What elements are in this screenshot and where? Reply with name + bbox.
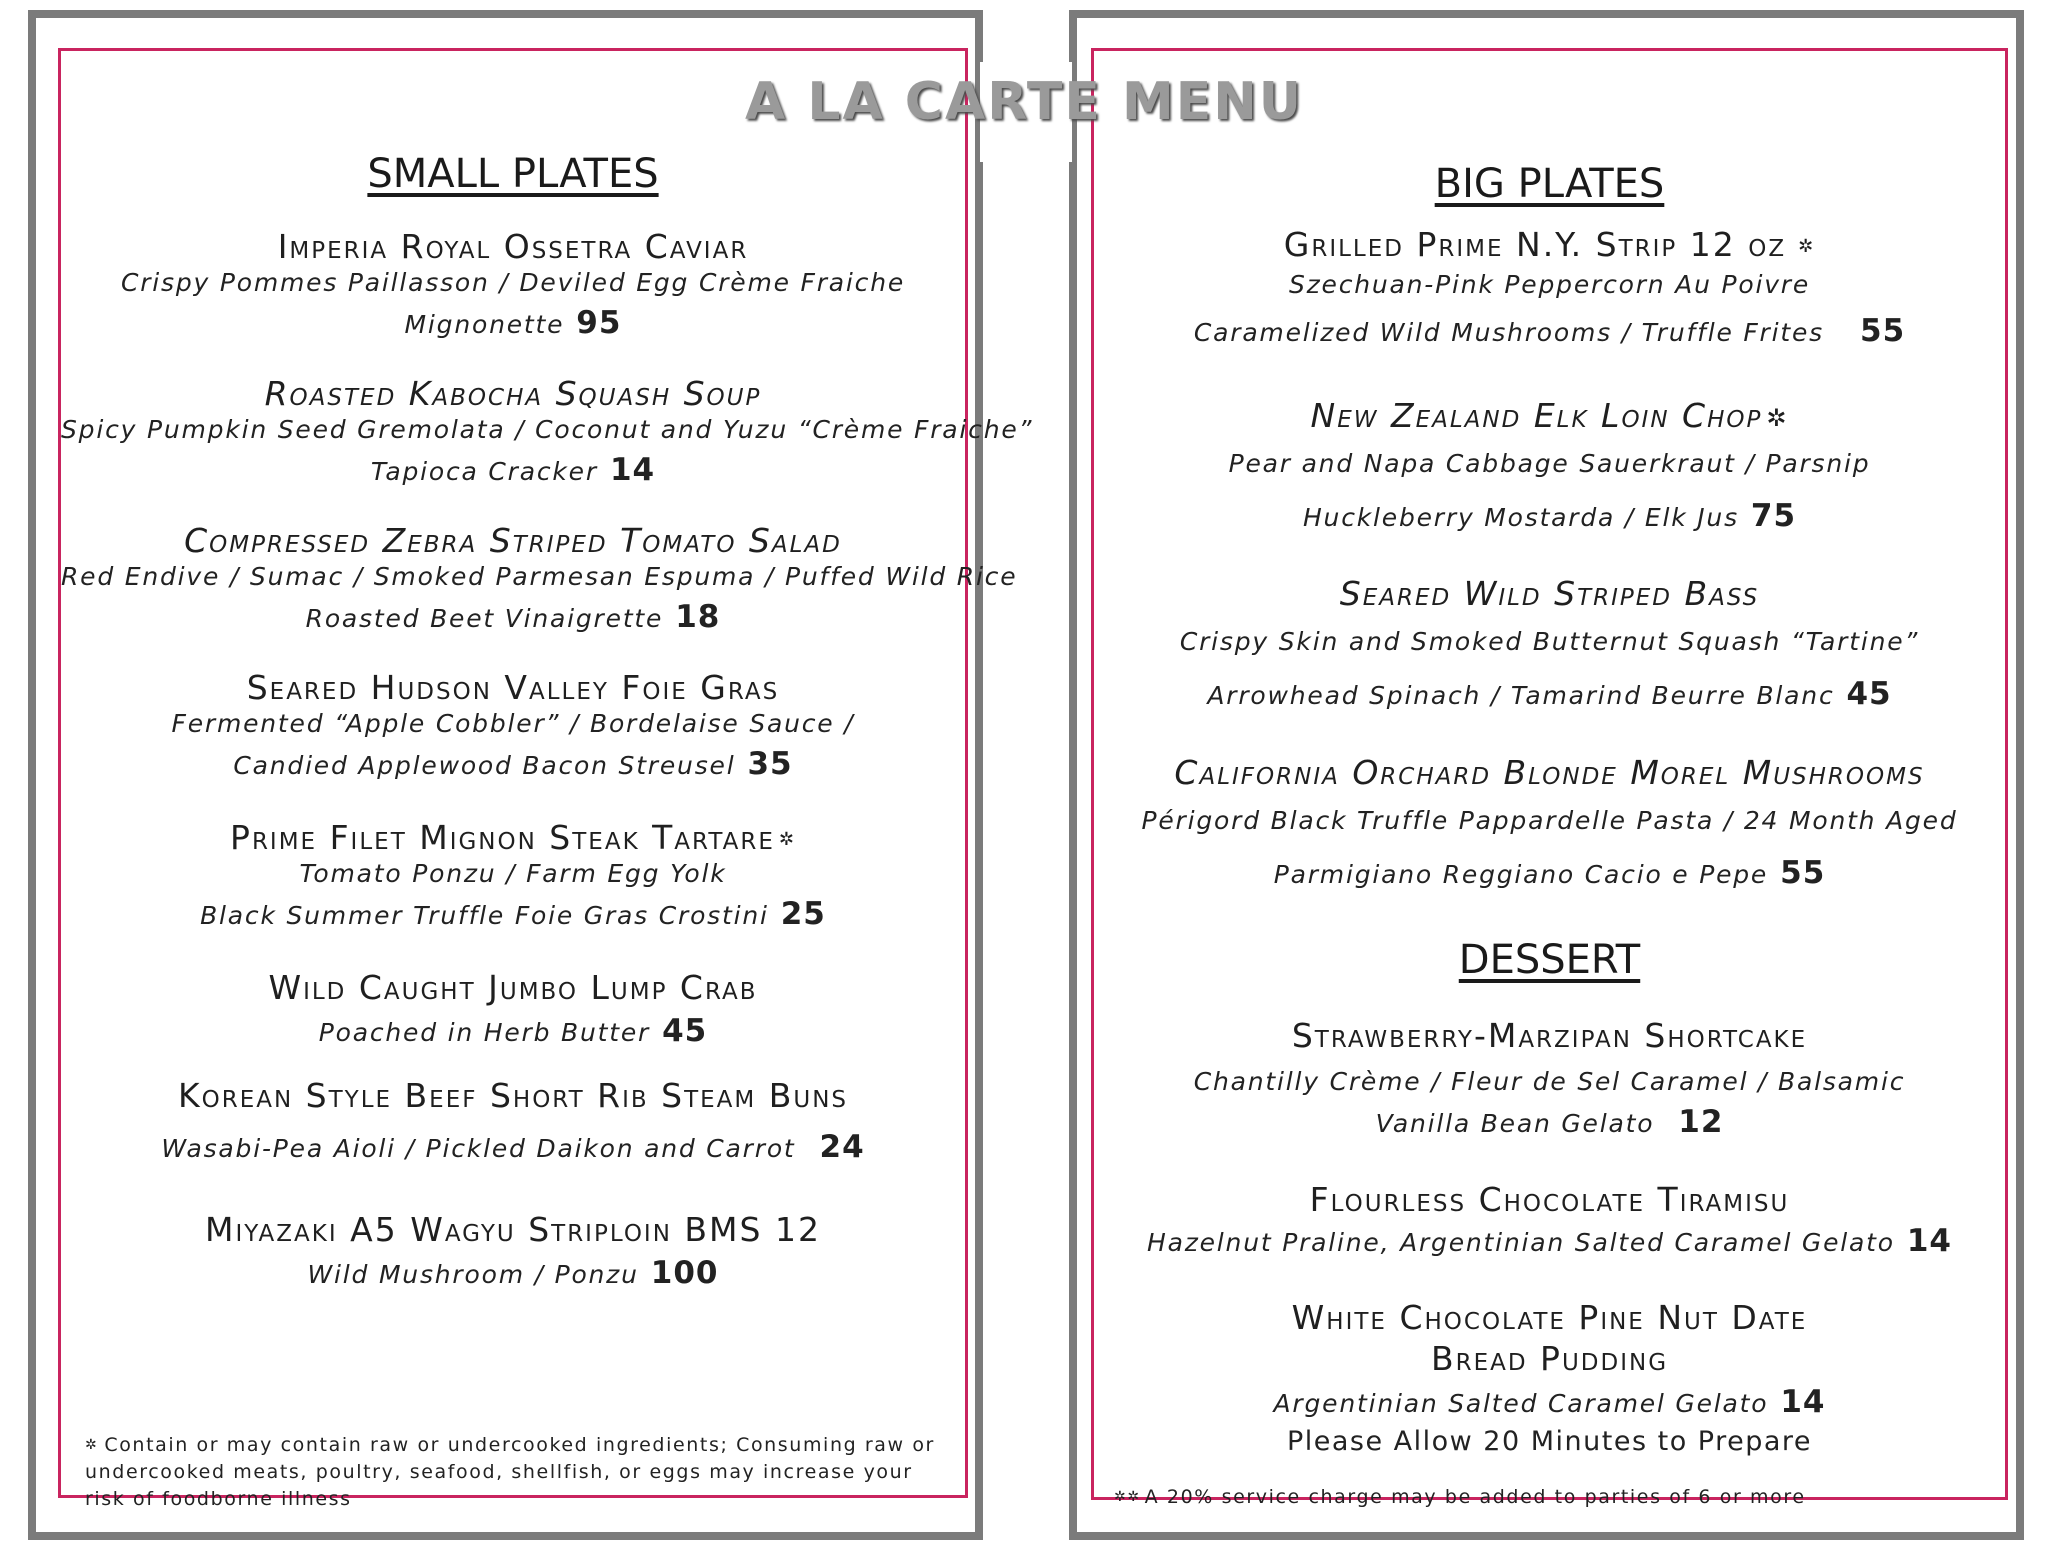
menu-title: A LA CARTE MENU [744, 72, 1304, 132]
raw-warning-icon: ✲ [85, 1437, 99, 1453]
raw-warning-icon: ✲ [1798, 236, 1816, 257]
menu-item-striped-bass [1094, 574, 2005, 712]
item-price: 45 [662, 1013, 708, 1049]
item-description: Tomato Ponzu / Farm Egg Yolk [299, 859, 727, 888]
item-price: 35 [747, 746, 793, 782]
menu-item-tiramisu [1094, 1180, 2005, 1259]
right-inner-border [1091, 48, 2008, 1508]
item-name: Imperia Royal Ossetra Caviar [277, 227, 749, 266]
item-description: Hazelnut Praline, Argentinian Salted Caramel Gelato [1146, 1228, 1895, 1257]
item-description: Mignonette [404, 310, 565, 339]
raw-warning-icon: ✲ [778, 829, 796, 850]
footnote-text: A 20% service charge may be added to parties of 6 or more [1144, 1486, 1806, 1508]
item-name: Grilled Prime N.Y. Strip 12 oz [1283, 225, 1787, 264]
small-plates-heading: SMALL PLATES [367, 151, 659, 197]
item-description: Red Endive / Sumac / Smoked Parmesan Espuma / Puffed Wild Rice [61, 562, 1018, 591]
item-description: Fermented “Apple Cobbler” / Bordelaise Sauce / [171, 709, 855, 738]
item-description: Caramelized Wild Mushrooms / Truffle Frites [1193, 318, 1824, 347]
menu-item-shortcake [1094, 1016, 2005, 1140]
item-description: Wasabi-Pea Aioli / Pickled Daikon and Carrot [161, 1134, 796, 1163]
item-description: Pear and Napa Cabbage Sauerkraut / Parsnip [1228, 449, 1871, 478]
item-name: Compressed Zebra Striped Tomato Salad [184, 521, 842, 560]
dessert-heading: DESSERT [1458, 937, 1641, 983]
item-name: Strawberry-Marzipan Shortcake [1291, 1016, 1808, 1055]
item-name: White Chocolate Pine Nut Date [1291, 1298, 1808, 1337]
item-name: Korean Style Beef Short Rib Steam Buns [177, 1076, 849, 1115]
item-description: Szechuan-Pink Peppercorn Au Poivre [1288, 270, 1811, 299]
footnote-text: Contain or may contain raw or undercooked ingredients; Consuming raw or undercooked meats, poultry, seafood, shellfish, or eggs may increase your risk of foodborne illness [85, 1434, 935, 1510]
service-charge-footnote [1114, 1484, 1974, 1511]
item-price: 24 [819, 1129, 865, 1165]
item-price: 45 [1846, 676, 1892, 712]
item-name-line-2: Bread Pudding [1430, 1339, 1669, 1378]
item-name: Flourless Chocolate Tiramisu [1309, 1180, 1790, 1219]
menu-item-bread-pudding [1094, 1298, 2005, 1457]
menu-item-steak-tartare [61, 818, 965, 932]
item-price: 14 [1906, 1223, 1952, 1259]
item-price: 100 [650, 1255, 719, 1291]
item-price: 25 [780, 896, 826, 932]
item-name: Miyazaki A5 Wagyu Striploin BMS 12 [205, 1210, 821, 1249]
item-description: Tapioca Cracker [370, 457, 598, 486]
item-name: Prime Filet Mignon Steak Tartare [230, 818, 775, 857]
menu-item-foie-gras [61, 668, 965, 782]
item-price: 55 [1780, 855, 1826, 891]
item-name: Roasted Kabocha Squash Soup [264, 374, 762, 413]
item-price: 55 [1860, 313, 1906, 349]
menu-item-crab [61, 968, 965, 1049]
item-description: Argentinian Salted Caramel Gelato [1273, 1389, 1769, 1418]
item-description: Périgord Black Truffle Pappardelle Pasta / 24 Month Aged [1141, 806, 1958, 835]
star-icon: ✲ [1766, 403, 1789, 432]
item-description: Huckleberry Mostarda / Elk Jus [1302, 503, 1739, 532]
item-description: Parmigiano Reggiano Cacio e Pepe [1273, 860, 1769, 889]
item-price: 12 [1678, 1104, 1724, 1140]
menu-item-wagyu [61, 1210, 965, 1291]
menu-item-morel-mushrooms [1094, 753, 2005, 891]
item-description: Candied Applewood Bacon Streusel [233, 751, 736, 780]
item-description: Chantilly Crème / Fleur de Sel Caramel / Balsamic [1193, 1067, 1906, 1096]
item-description: Vanilla Bean Gelato [1375, 1109, 1655, 1138]
item-price: 75 [1750, 498, 1797, 534]
item-description: Wild Mushroom / Ponzu [307, 1260, 639, 1289]
item-name: Seared Wild Striped Bass [1339, 574, 1760, 613]
item-name: California Orchard Blonde Morel Mushrooms [1174, 753, 1925, 792]
menu-item-elk-chop [1094, 396, 2005, 534]
item-price: 14 [609, 452, 656, 488]
item-price: 95 [576, 305, 622, 341]
item-name: Wild Caught Jumbo Lump Crab [268, 968, 758, 1007]
item-description: Roasted Beet Vinaigrette [305, 604, 664, 633]
item-description: Crispy Pommes Paillasson / Deviled Egg Crème Fraiche [120, 268, 906, 297]
preparation-note: Please Allow 20 Minutes to Prepare [1286, 1426, 1813, 1457]
item-price: 18 [675, 599, 721, 635]
item-description: Black Summer Truffle Foie Gras Crostini [200, 901, 769, 930]
menu-item-steam-buns [61, 1076, 965, 1165]
raw-food-footnote [85, 1432, 945, 1513]
menu-item-tomato-salad [61, 521, 1018, 635]
menu-item-ny-strip [1094, 225, 2005, 349]
item-description: Spicy Pumpkin Seed Gremolata / Coconut and Yuzu “Crème Fraiche” [61, 415, 1034, 444]
item-price: 14 [1780, 1384, 1826, 1420]
right-page [1069, 10, 2024, 1540]
item-description: Arrowhead Spinach / Tamarind Beurre Blanc [1207, 681, 1835, 710]
item-name: New Zealand Elk Loin Chop [1310, 396, 1763, 435]
menu-item-squash-soup [61, 374, 1034, 488]
item-name: Seared Hudson Valley Foie Gras [246, 668, 780, 707]
item-description: Poached in Herb Butter [318, 1018, 651, 1047]
item-description: Crispy Skin and Smoked Butternut Squash “Tartine” [1179, 627, 1920, 656]
big-plates-heading: BIG PLATES [1434, 161, 1665, 207]
menu-item-caviar [61, 227, 965, 341]
double-star-icon: ✲✲ [1114, 1489, 1141, 1505]
